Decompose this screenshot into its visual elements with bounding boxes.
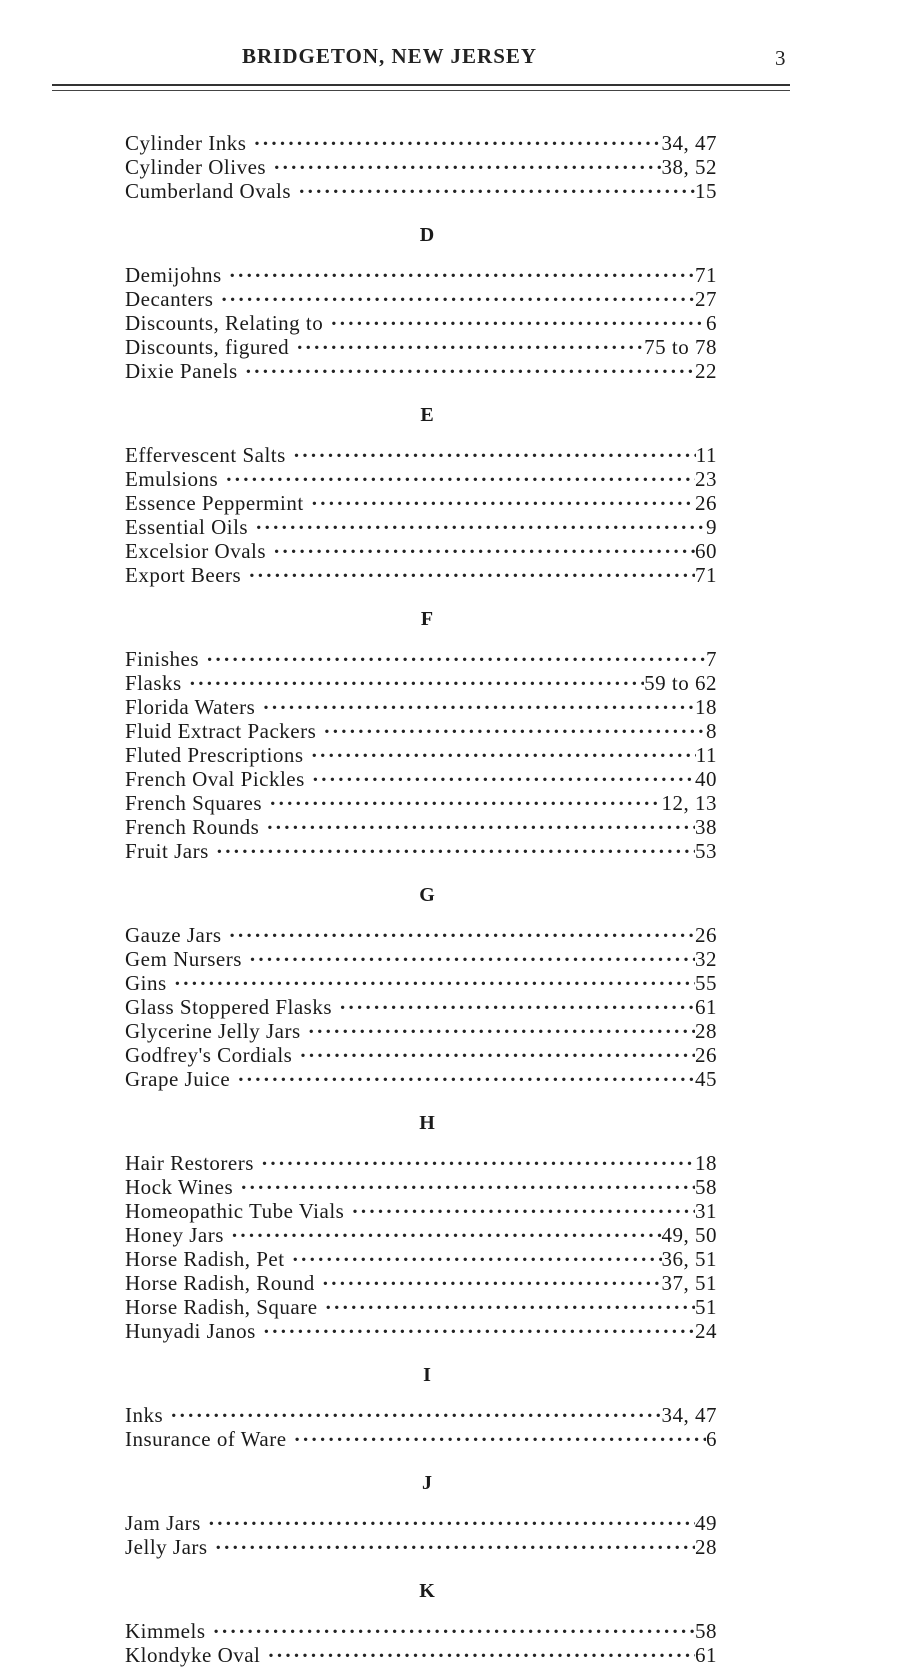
dot-leader xyxy=(216,1530,695,1554)
index-entry-pages: 49 xyxy=(695,1511,717,1535)
index-entry-pages: 18 xyxy=(695,1151,717,1175)
dot-leader xyxy=(323,1266,662,1290)
page-number: 3 xyxy=(775,46,786,70)
index-entry-term: Fluted Prescriptions xyxy=(125,743,304,767)
index-entry-pages: 49, 50 xyxy=(661,1223,717,1247)
section-letter-heading: G xyxy=(419,884,435,906)
index-entry-pages: 61 xyxy=(695,995,717,1019)
dot-leader xyxy=(230,918,695,942)
index-entry-term: Cylinder Inks xyxy=(125,131,247,155)
index-entry-term: Gins xyxy=(125,971,167,995)
dot-leader xyxy=(241,1170,695,1194)
index-entry xyxy=(125,438,717,467)
index-entry xyxy=(125,642,717,671)
index-entry-term: Demijohns xyxy=(125,263,222,287)
index-entry xyxy=(125,1398,717,1427)
index-entry-term: Excelsior Ovals xyxy=(125,539,267,563)
page-header-title: BRIDGETON, NEW JERSEY xyxy=(242,44,538,68)
index-entry xyxy=(125,966,717,995)
index-entry-term: Cylinder Olives xyxy=(125,155,267,179)
index-entry-term: Essential Oils xyxy=(125,515,249,539)
index-entry-pages: 15 xyxy=(695,179,717,203)
dot-leader xyxy=(226,462,695,486)
dot-leader xyxy=(274,534,695,558)
index-entry-pages: 11 xyxy=(695,743,717,767)
header-rule-thin xyxy=(52,90,790,91)
index-entry-pages: 71 xyxy=(695,563,717,587)
index-entry-term: Horse Radish, Round xyxy=(125,1271,315,1295)
index-entry-term: Glass Stoppered Flasks xyxy=(125,995,332,1019)
index-entry xyxy=(125,1506,717,1535)
section-letter-heading: J xyxy=(422,1472,432,1494)
index-entry-pages: 45 xyxy=(695,1067,717,1091)
index-entry xyxy=(125,1530,717,1559)
index-entry-pages: 31 xyxy=(695,1199,717,1223)
index-entry-pages: 26 xyxy=(695,923,717,947)
index-entry xyxy=(125,1614,717,1643)
index-entry xyxy=(125,1638,717,1667)
index-entry-pages: 58 xyxy=(695,1619,717,1643)
index-entry-pages: 55 xyxy=(695,971,717,995)
index-entry-term: French Oval Pickles xyxy=(125,767,305,791)
index-entry-term: Insurance of Ware xyxy=(125,1427,287,1451)
dot-leader xyxy=(313,762,695,786)
index-entry-term: Hunyadi Janos xyxy=(125,1319,256,1343)
index-entry-pages: 58 xyxy=(695,1175,717,1199)
index-entry-term: Klondyke Oval xyxy=(125,1643,261,1667)
index-entry-term: Dixie Panels xyxy=(125,359,238,383)
dot-leader xyxy=(254,126,661,150)
index-entry-pages: 60 xyxy=(695,539,717,563)
index-entry-pages: 61 xyxy=(695,1643,717,1667)
index-entry-pages: 38 xyxy=(695,815,717,839)
section-letter-heading: E xyxy=(420,404,434,426)
dot-leader xyxy=(324,714,706,738)
index-entry-term: Emulsions xyxy=(125,467,219,491)
dot-leader xyxy=(230,258,695,282)
dot-leader xyxy=(312,486,695,510)
running-head xyxy=(0,40,900,70)
index-entry-term: Horse Radish, Pet xyxy=(125,1247,285,1271)
index-entry-pages: 32 xyxy=(695,947,717,971)
index-entry-pages: 37, 51 xyxy=(661,1271,717,1295)
dot-leader xyxy=(221,282,695,306)
index-section-continued xyxy=(125,126,717,203)
dot-leader xyxy=(299,174,695,198)
index-entry-term: Export Beers xyxy=(125,563,242,587)
index-entry-pages: 75 to 78 xyxy=(644,335,717,359)
index-entry-term: Jelly Jars xyxy=(125,1535,208,1559)
index-entry-term: Florida Waters xyxy=(125,695,256,719)
index-entry-pages: 34, 47 xyxy=(661,131,717,155)
index-entry-pages: 36, 51 xyxy=(661,1247,717,1271)
index-entry-pages: 53 xyxy=(695,839,717,863)
dot-leader xyxy=(295,1422,706,1446)
index-entry-term: Effervescent Salts xyxy=(125,443,286,467)
index-entry-pages: 59 to 62 xyxy=(644,671,717,695)
section-letter-heading: D xyxy=(419,224,435,246)
dot-leader xyxy=(270,786,661,810)
index-entry-term: Honey Jars xyxy=(125,1223,224,1247)
dot-leader xyxy=(250,942,695,966)
index-entry-pages: 7 xyxy=(706,647,717,671)
dot-leader xyxy=(312,738,696,762)
index-entry xyxy=(125,126,717,155)
index-entry-pages: 40 xyxy=(695,767,717,791)
index-section-f xyxy=(125,606,717,863)
index-entry-pages: 51 xyxy=(695,1295,717,1319)
index-entry-pages: 23 xyxy=(695,467,717,491)
dot-leader xyxy=(340,990,695,1014)
index-entry-pages: 26 xyxy=(695,1043,717,1067)
dot-leader xyxy=(294,438,696,462)
index-entry-term: Gem Nursers xyxy=(125,947,242,971)
dot-leader xyxy=(352,1194,695,1218)
index-list xyxy=(125,126,717,1667)
index-entry-term: Fruit Jars xyxy=(125,839,209,863)
index-entry-term: Discounts, figured xyxy=(125,335,290,359)
index-section-e xyxy=(125,402,717,587)
dot-leader xyxy=(293,1242,662,1266)
dot-leader xyxy=(309,1014,695,1038)
index-entry-pages: 34, 47 xyxy=(661,1403,717,1427)
dot-leader xyxy=(326,1290,695,1314)
dot-leader xyxy=(263,690,695,714)
index-entry-term: Horse Radish, Square xyxy=(125,1295,318,1319)
index-entry-pages: 28 xyxy=(695,1535,717,1559)
dot-leader xyxy=(267,810,695,834)
dot-leader xyxy=(238,1062,695,1086)
index-section-h xyxy=(125,1110,717,1343)
index-entry xyxy=(125,690,717,719)
dot-leader xyxy=(256,510,706,534)
section-letter-heading: H xyxy=(419,1112,435,1134)
index-entry-term: French Rounds xyxy=(125,815,260,839)
index-entry-term: Flasks xyxy=(125,671,182,695)
index-entry-pages: 6 xyxy=(706,1427,717,1451)
index-entry-pages: 18 xyxy=(695,695,717,719)
index-entry-pages: 24 xyxy=(695,1319,717,1343)
dot-leader xyxy=(232,1218,662,1242)
dot-leader xyxy=(297,330,644,354)
index-entry xyxy=(125,1422,717,1451)
index-entry xyxy=(125,666,717,695)
index-section-k xyxy=(125,1578,717,1667)
index-entry-pages: 8 xyxy=(706,719,717,743)
index-entry-term: Homeopathic Tube Vials xyxy=(125,1199,345,1223)
index-entry-term: Kimmels xyxy=(125,1619,206,1643)
index-entry-term: Fluid Extract Packers xyxy=(125,719,317,743)
index-entry-term: Finishes xyxy=(125,647,200,671)
index-section-d xyxy=(125,222,717,383)
dot-leader xyxy=(207,642,706,666)
index-entry-pages: 9 xyxy=(706,515,717,539)
index-entry-pages: 38, 52 xyxy=(661,155,717,179)
index-entry-pages: 12, 13 xyxy=(661,791,717,815)
index-entry-pages: 28 xyxy=(695,1019,717,1043)
index-entry-term: Hair Restorers xyxy=(125,1151,254,1175)
index-entry-term: Hock Wines xyxy=(125,1175,234,1199)
dot-leader xyxy=(300,1038,695,1062)
index-entry xyxy=(125,1146,717,1175)
section-letter-heading: I xyxy=(423,1364,431,1386)
index-entry-pages: 26 xyxy=(695,491,717,515)
index-entry-pages: 71 xyxy=(695,263,717,287)
dot-leader xyxy=(264,1314,695,1338)
dot-leader xyxy=(190,666,644,690)
dot-leader xyxy=(331,306,706,330)
index-entry xyxy=(125,990,717,1019)
index-entry xyxy=(125,918,717,947)
index-entry-term: Essence Peppermint xyxy=(125,491,304,515)
section-letter-heading: K xyxy=(419,1580,435,1602)
dot-leader xyxy=(274,150,661,174)
index-entry-pages: 6 xyxy=(706,311,717,335)
index-entry-pages: 27 xyxy=(695,287,717,311)
dot-leader xyxy=(268,1638,695,1662)
dot-leader xyxy=(262,1146,695,1170)
index-entry xyxy=(125,258,717,287)
index-entry-term: Inks xyxy=(125,1403,164,1427)
header-rule-thick xyxy=(52,84,790,86)
index-entry-term: Cumberland Ovals xyxy=(125,179,292,203)
index-entry-term: Jam Jars xyxy=(125,1511,201,1535)
index-entry-term: Discounts, Relating to xyxy=(125,311,324,335)
index-section-g xyxy=(125,882,717,1091)
index-entry-pages: 22 xyxy=(695,359,717,383)
dot-leader xyxy=(249,558,695,582)
index-entry-term: Gauze Jars xyxy=(125,923,222,947)
index-entry-term: French Squares xyxy=(125,791,263,815)
index-entry-term: Grape Juice xyxy=(125,1067,231,1091)
index-section-j xyxy=(125,1470,717,1559)
index-section-i xyxy=(125,1362,717,1451)
index-entry-term: Godfrey's Cordials xyxy=(125,1043,293,1067)
dot-leader xyxy=(217,834,695,858)
dot-leader xyxy=(171,1398,661,1422)
index-entry-term: Decanters xyxy=(125,287,214,311)
index-entry-pages: 11 xyxy=(695,443,717,467)
dot-leader xyxy=(209,1506,695,1530)
dot-leader xyxy=(246,354,695,378)
section-letter-heading: F xyxy=(420,608,434,630)
dot-leader xyxy=(214,1614,696,1638)
dot-leader xyxy=(175,966,695,990)
index-entry-term: Glycerine Jelly Jars xyxy=(125,1019,301,1043)
